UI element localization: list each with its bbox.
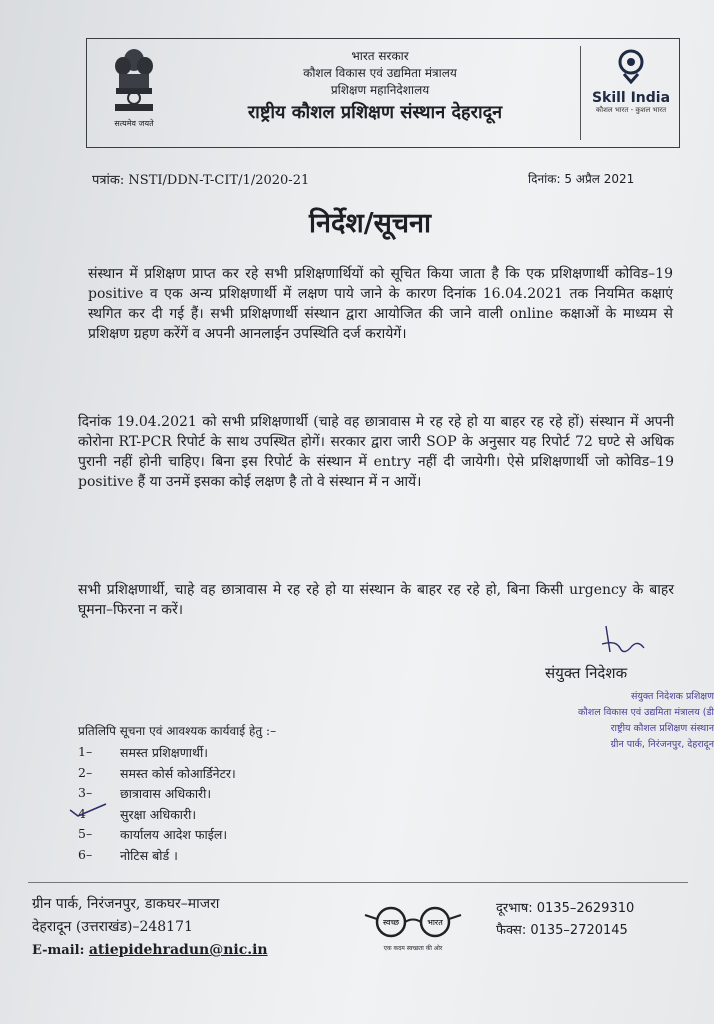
stamp-line: संयुक्त निदेशक प्रशिक्षण <box>630 691 714 702</box>
list-item-number: 6– <box>78 846 93 862</box>
header-institute-name: राष्ट्रीय कौशल प्रशिक्षण संस्थान देहरादून <box>247 102 503 123</box>
list-item <box>78 765 236 786</box>
header-directorate: प्रशिक्षण महानिदेशालय <box>330 83 430 97</box>
skill-india-title: Skill India <box>591 90 671 106</box>
list-item-number: 5– <box>78 826 93 842</box>
list-item <box>78 826 236 847</box>
stamp-line: कौशल विकास एवं उद्यमिता मंत्रालय (डी <box>577 707 714 718</box>
skill-india-tagline: कौशल भारत - कुशल भारत <box>595 106 667 114</box>
email-label: E-mail: <box>32 943 85 958</box>
stamp-line: राष्ट्रीय कौशल प्रशिक्षण संस्थान <box>610 723 714 734</box>
list-item-text: कार्यालय आदेश फाईल। <box>120 827 228 843</box>
lion-capital-icon <box>111 46 157 116</box>
fax-number: फैक्स: 0135–2720145 <box>496 923 628 938</box>
stamp-line: ग्रीन पार्क, निरंजनपुर, देहरादून <box>610 739 714 750</box>
paragraph-1: संस्थान में प्रशिक्षण प्राप्त कर रहे सभी प्रशिक्षणार्थियों को सूचित किया जाता है कि एक प्रशिक्षणार्थी कोविड–19 positive व एक अन्य प्रशिक्षणार्थी में लक्षण पाये जाने के कारण दिनांक 16.04.2021 तक नियमित कक्षाएं स्थगित कर दी गई हैं। सभी प्रशिक्षणार्थी संस्थान द्वारा आयोजित की जाने वाली online कक्षाओं के माध्यम से प्रशिक्षण ग्रहण करेंगें व अपनी आनलाईन उपस्थिति दर्ज करायेगें। <box>88 266 673 342</box>
skill-india-logo <box>585 48 677 138</box>
list-item-text: सुरक्षा अधिकारी। <box>120 806 197 822</box>
copy-to-title: प्रतिलिपि सूचना एवं आवश्यक कार्यवाई हेतु :– <box>78 724 277 738</box>
footer-address <box>32 893 268 962</box>
swachh-tagline: एक कदम स्वच्छता की ओर <box>383 945 443 952</box>
footer-divider <box>28 882 688 883</box>
list-item <box>78 744 236 765</box>
list-item-number: 2– <box>78 764 93 780</box>
address-line-2: देहरादून (उत्तराखंड)–248171 <box>32 919 193 935</box>
swachh-glasses-icon <box>361 905 465 939</box>
paragraph-2: दिनांक 19.04.2021 को सभी प्रशिक्षणार्थी (चाहे वह छात्रावास मे रह रहे हो या बाहर रह रहे हों) संस्थान में अपनी कोरोना RT-PCR रिपोर्ट के साथ उपस्थित होगें। सरकार द्वारा जारी SOP के अनुसार यह रिपोर्ट 72 घण्टे से अधिक पुरानी नहीं होनी चाहिए। बिना इस रिपोर्ट के संस्थान में entry नहीं दी जायेगी। ऐसे प्रशिक्षणार्थी जो कोविड–19 positive हैं या उनमें इसका कोई लक्षण है तो वे संस्थान में न आयें। <box>78 414 674 490</box>
reference-number: पत्रांक: NSTI/DDN-T-CIT/1/2020-21 <box>92 173 310 188</box>
signature-icon <box>598 622 648 662</box>
signatory-title: संयुक्त निदेशक <box>545 664 628 682</box>
email-link[interactable]: atiepidehradun@nic.in <box>88 942 268 958</box>
footer-contact <box>496 898 634 942</box>
swachh-right-text: भारत <box>427 918 443 927</box>
address-line-1: ग्रीन पार्क, निरंजनपुर, डाकघर–माजरा <box>32 896 220 912</box>
swachh-left-text: स्वच्छ <box>382 918 400 927</box>
list-item-text: छात्रावास अधिकारी। <box>120 786 212 802</box>
letter-date: दिनांक: 5 अप्रैल 2021 <box>528 172 635 186</box>
list-item-number: 4 <box>78 805 86 821</box>
phone-number: दूरभाष: 0135–2629310 <box>496 901 635 916</box>
list-item-number: 3– <box>78 785 93 801</box>
swachh-bharat-logo <box>358 905 468 952</box>
email-row <box>32 939 268 962</box>
list-item <box>78 847 236 868</box>
notice-heading: निर्देश/सूचना <box>309 208 431 239</box>
list-item-text: समस्त कोर्स कोआर्डिनेटर। <box>120 765 236 781</box>
paragraph-3: सभी प्रशिक्षणार्थी, चाहे वह छात्रावास मे रह रहे हो या संस्थान के बाहर रह रहे हो, बिना किसी urgency के बाहर घूमना–फिरना न करें। <box>78 582 674 618</box>
checkmark-icon <box>68 800 108 820</box>
national-emblem <box>100 46 168 140</box>
emblem-motto: सत्यमेव जयते <box>114 119 154 128</box>
header-divider <box>580 46 581 140</box>
list-item-text: नोटिस बोर्ड । <box>120 847 178 863</box>
skill-india-icon <box>614 48 648 84</box>
list-item-number: 1– <box>78 744 93 759</box>
official-stamp <box>508 689 714 753</box>
header-ministry: कौशल विकास एवं उद्यमिता मंत्रालय <box>303 66 457 80</box>
header-government: भारत सरकार <box>351 49 409 63</box>
list-item-text: समस्त प्रशिक्षणार्थी। <box>120 745 208 760</box>
